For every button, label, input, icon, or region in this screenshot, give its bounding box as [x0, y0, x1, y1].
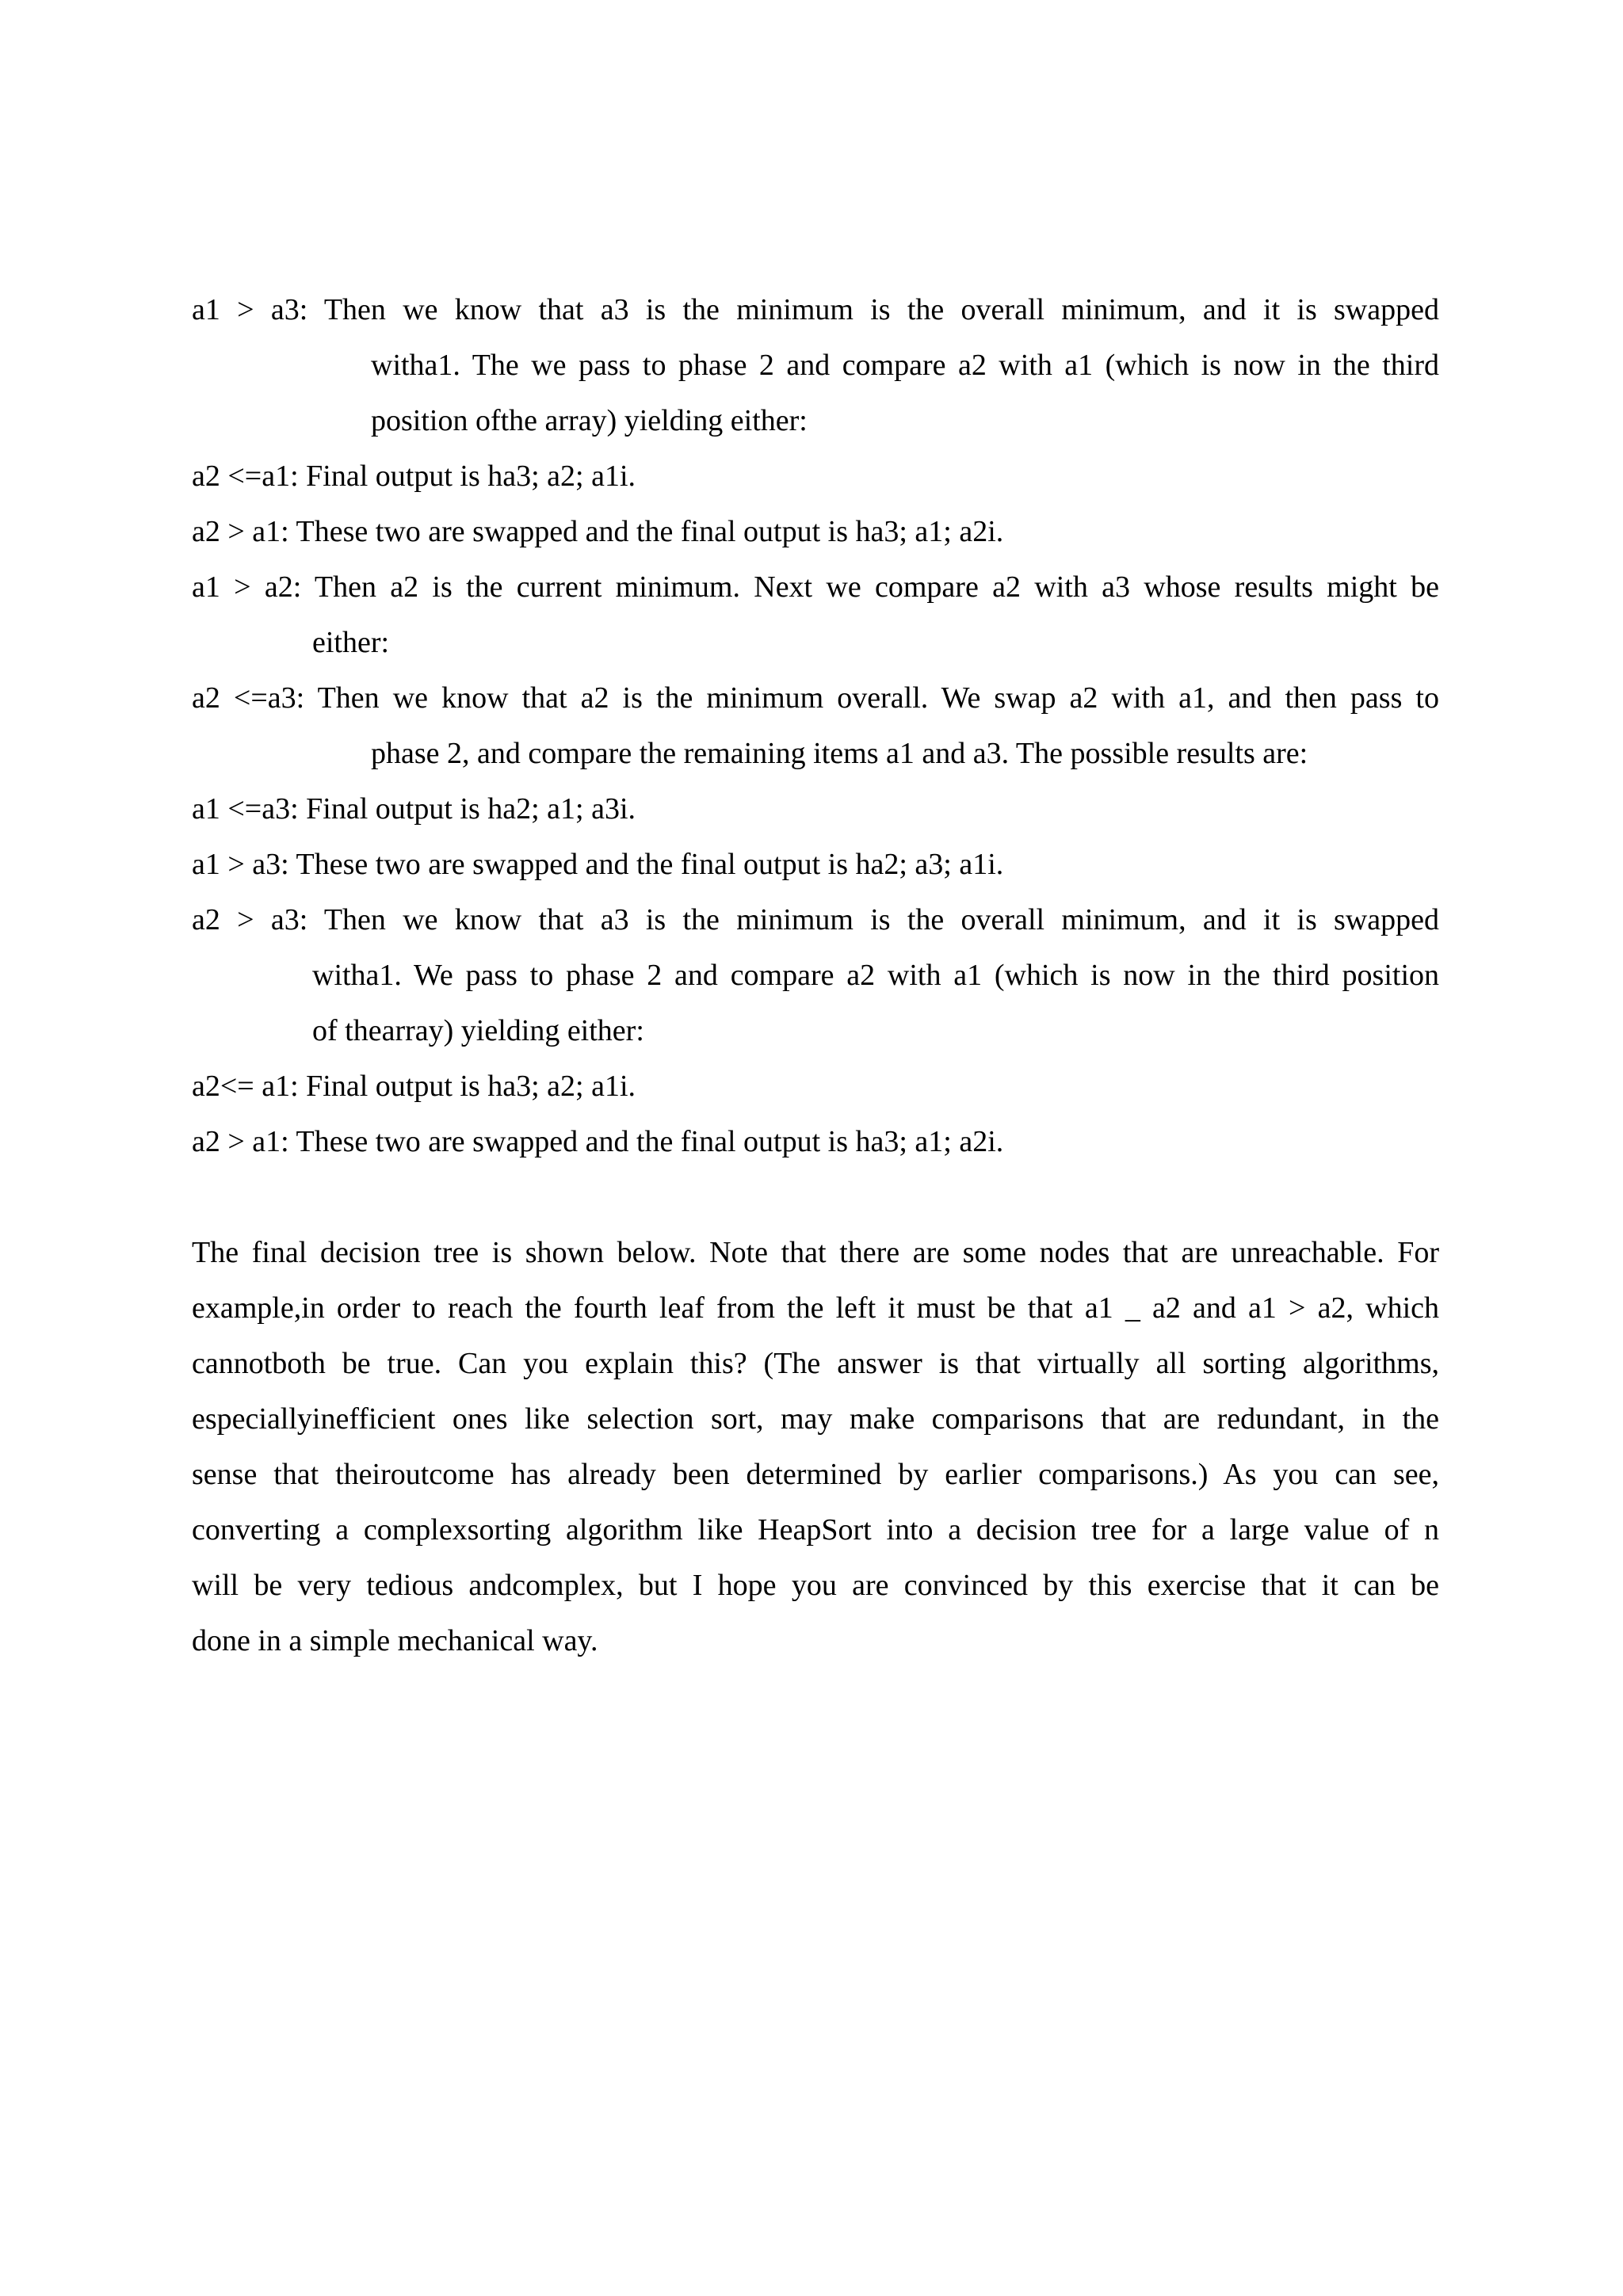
- paragraph-line-6: converting a complexsorting algorithm like HeapSort into a decision tree for a large value of n: [192, 1513, 1439, 1547]
- case-a1-gt-a3-line-1: a1 > a3: Then we know that a3 is the minimum is the overall minimum, and it is swapped: [192, 293, 1439, 326]
- paragraph-line-8: done in a simple mechanical way.: [192, 1624, 598, 1657]
- case-a2-gt-a3-line-3: of thearray) yielding either:: [312, 1014, 644, 1047]
- case-a2-gt-a1-line: a2 > a1: These two are swapped and the final output is ha3; a1; a2i.: [192, 515, 1004, 548]
- paragraph-line-1: The final decision tree is shown below. Note that there are some nodes that are unreachable. For: [192, 1236, 1439, 1269]
- case-a2-gt-a3-line-1: a2 > a3: Then we know that a3 is the minimum is the overall minimum, and it is swapped: [192, 903, 1439, 936]
- case-a1-gt-a3-line-2: witha1. The we pass to phase 2 and compare a2 with a1 (which is now in the third: [371, 349, 1439, 382]
- paragraph-line-4: especiallyinefficient ones like selection sort, may make comparisons that are redundant, in the: [192, 1402, 1439, 1436]
- case-a1-gt-a2-line-1: a1 > a2: Then a2 is the current minimum. Next we compare a2 with a3 whose results might be: [192, 570, 1439, 604]
- case-a2-le-a3-line-2: phase 2, and compare the remaining items a1 and a3. The possible results are:: [371, 737, 1308, 770]
- paragraph-line-5: sense that theiroutcome has already been determined by earlier comparisons.) As you can see,: [192, 1458, 1439, 1491]
- case-a1-gt-a3-line-3: position ofthe array) yielding either:: [371, 404, 808, 437]
- case-a2-gt-a1-final-line: a2 > a1: These two are swapped and the final output is ha3; a1; a2i.: [192, 1125, 1004, 1158]
- paragraph-line-2: example,in order to reach the fourth leaf from the left it must be that a1 _ a2 and a1 > a2, which: [192, 1291, 1439, 1325]
- case-a1-gt-a2-line-2: either:: [312, 626, 390, 659]
- paragraph-line-7: will be very tedious andcomplex, but I hope you are convinced by this exercise that it can be: [192, 1569, 1439, 1602]
- case-a2-le-a1-line: a2 <=a1: Final output is ha3; a2; a1i.: [192, 460, 636, 493]
- paragraph-line-3: cannotboth be true. Can you explain this? (The answer is that virtually all sorting algorithms,: [192, 1347, 1439, 1380]
- case-a1-gt-a3-swap-line: a1 > a3: These two are swapped and the final output is ha2; a3; a1i.: [192, 848, 1004, 881]
- paragraph-spacer: [192, 1169, 1439, 1225]
- case-a2-le-a1-final-line: a2<= a1: Final output is ha3; a2; a1i.: [192, 1070, 636, 1103]
- case-a1-le-a3-line: a1 <=a3: Final output is ha2; a1; a3i.: [192, 792, 636, 826]
- case-a2-le-a3-line-1: a2 <=a3: Then we know that a2 is the minimum overall. We swap a2 with a1, and then pass to: [192, 681, 1439, 715]
- page-content: [192, 282, 1439, 1669]
- case-a2-gt-a3-line-2: witha1. We pass to phase 2 and compare a2 with a1 (which is now in the third position: [312, 959, 1439, 992]
